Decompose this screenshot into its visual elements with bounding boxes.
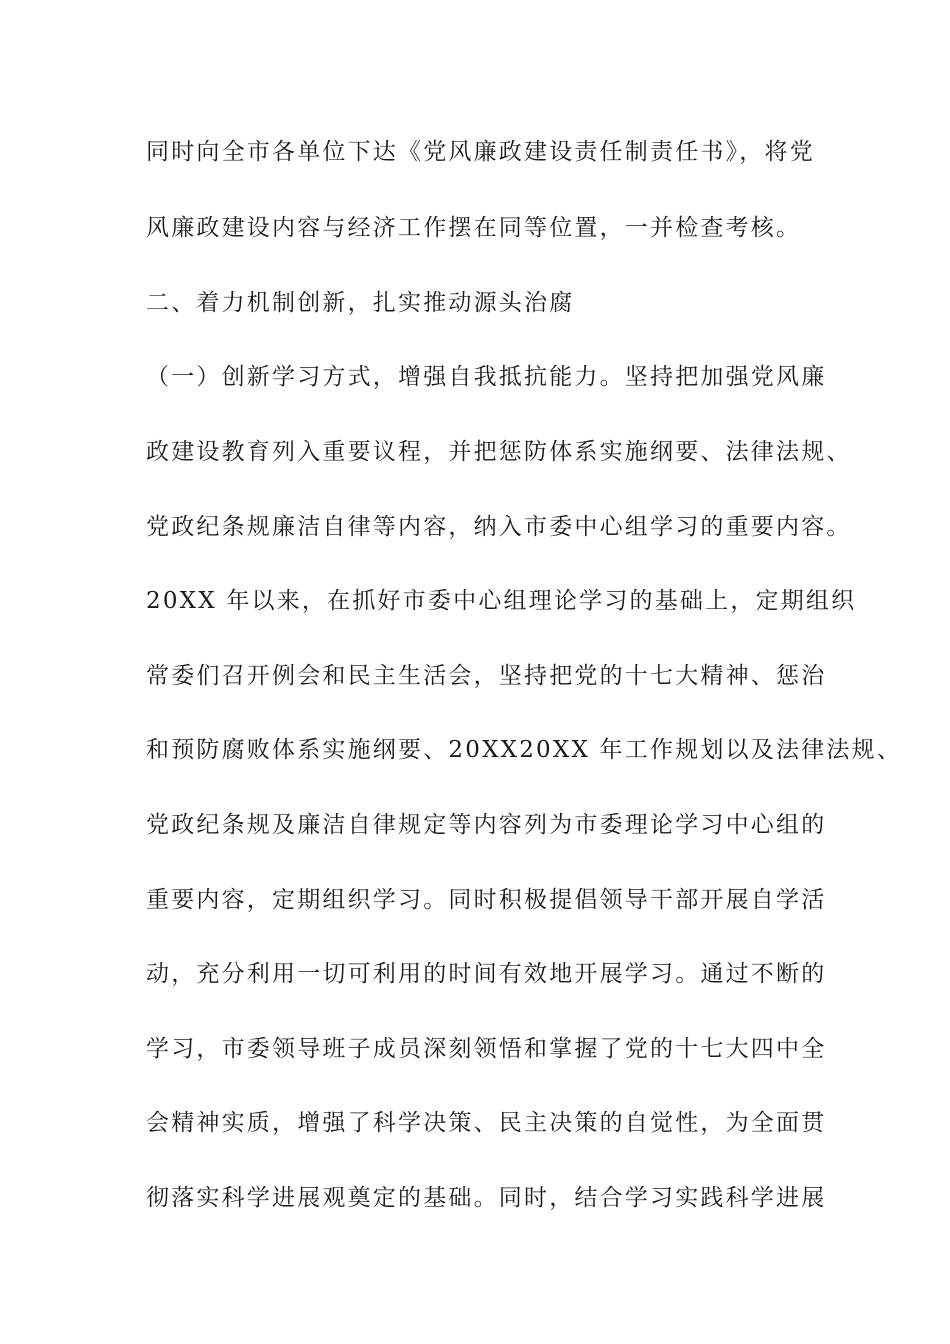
text-line: 风廉政建设内容与经济工作摆在同等位置，一并检查考核。 — [146, 215, 802, 241]
text-line: 学习，市委领导班子成员深刻领悟和掌握了党的十七大四中全 — [146, 1036, 827, 1062]
text-line: 彻落实科学进展观奠定的基础。同时，结合学习实践科学进展 — [146, 1185, 827, 1211]
section-heading: 二、着力机制创新，扎实推动源头治腐 — [146, 290, 575, 316]
text-line: 动，充分利用一切可利用的时间有效地开展学习。通过不断的 — [146, 961, 827, 987]
text-line: 党政纪条规及廉洁自律规定等内容列为市委理论学习中心组的 — [146, 812, 827, 838]
text-line: 同时向全市各单位下达《党风廉政建设责任制责任书》，将党 — [146, 139, 815, 165]
text-line: 20XX 年以来，在抓好市委中心组理论学习的基础上，定期组织 — [146, 588, 857, 614]
text-line: （一）创新学习方式，增强自我抵抗能力。坚持把加强党风廉 — [146, 364, 827, 390]
text-line: 党政纪条规廉洁自律等内容，纳入市委中心组学习的重要内容。 — [146, 514, 852, 540]
text-line: 常委们召开例会和民主生活会，坚持把党的十七大精神、惩治 — [146, 663, 827, 689]
text-line: 政建设教育列入重要议程，并把惩防体系实施纲要、法律法规、 — [146, 439, 852, 465]
text-line: 会精神实质，增强了科学决策、民主决策的自觉性，为全面贯 — [146, 1110, 827, 1136]
text-line: 重要内容，定期组织学习。同时积极提倡领导干部开展自学活 — [146, 887, 827, 913]
text-line: 和预防腐败体系实施纲要、20XX20XX 年工作规划以及法律法规、 — [146, 737, 902, 763]
